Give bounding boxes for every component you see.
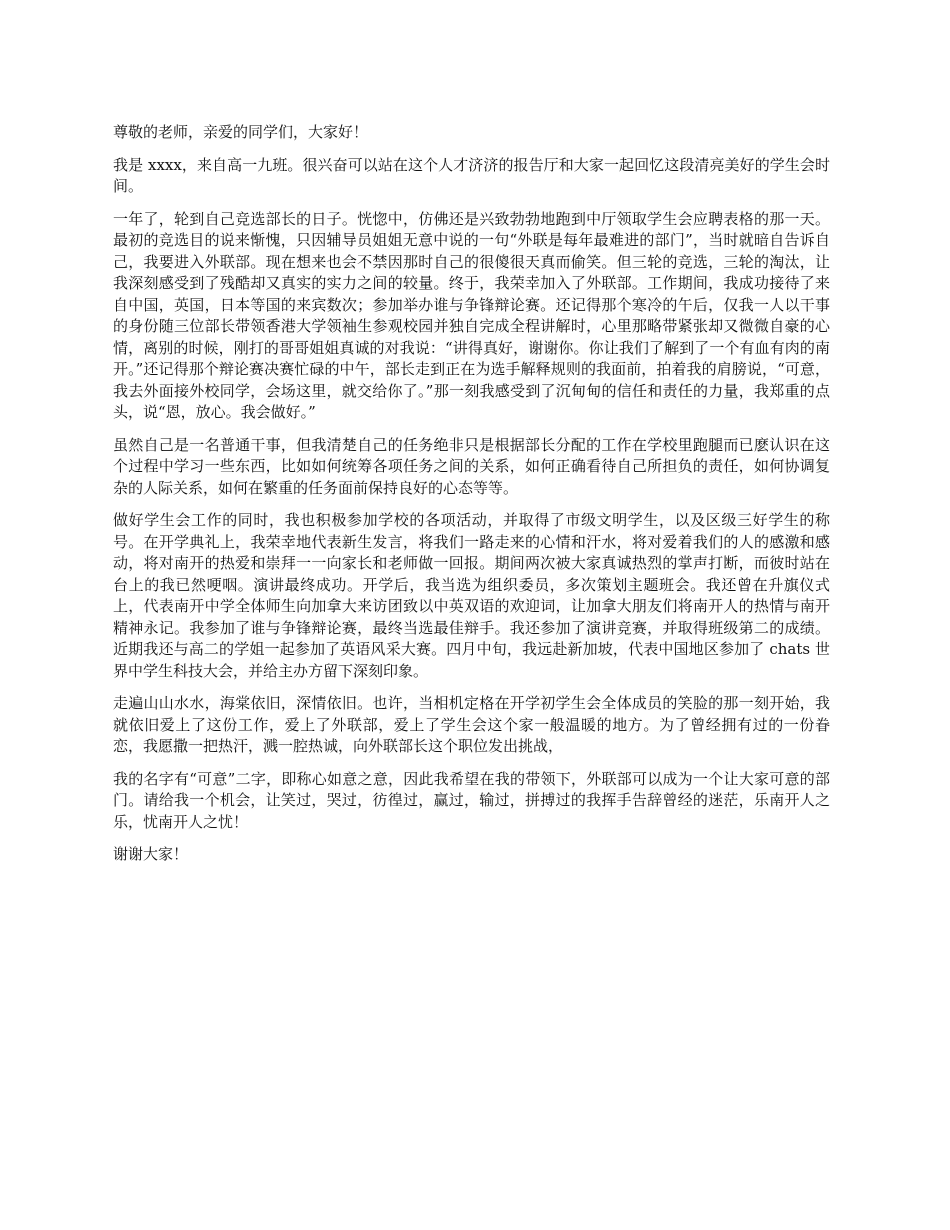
closing-paragraph: 谢谢大家！ — [113, 845, 189, 863]
reflection-paragraph: 虽然自己是一名普通干事，但我清楚自己的任务绝非只是根据部长分配的工作在学校里跑腿而已麽认识在这个过程中学习一些东西，比如如何统筹各项任务之间的关系，如何正确看待自己所担负的责任，如何协调复杂的人际关系，如何在繁重的任务面前保持良好的心态等等。 — [113, 435, 830, 497]
greeting-paragraph: 尊敬的老师，亲爱的同学们，大家好！ — [113, 123, 369, 141]
commitment-paragraph: 走遍山山水水，海棠依旧，深情依旧。也许，当相机定格在开学初学生会全体成员的笑脸的那一刻开始，我就依旧爱上了这份工作，爱上了外联部，爱上了学生会这个家一般温暖的地方。为了曾经拥有过的一份眷恋，我愿撒一把热汗，溅一腔热诚，向外联部长这个职位发出挑战， — [113, 694, 830, 755]
experience-paragraph: 一年了，轮到自己竞选部长的日子。恍惚中，仿佛还是兴致勃勃地跑到中厅领取学生会应聘表格的那一天。最初的竞选目的说来惭愧，只因辅导员姐姐无意中说的一句“外联是每年最难进的部门”，当时就暗自告诉自己，我要进入外联部。现在想来也会不禁因那时自己的很傻很天真而偷笑。但三轮的竞选，三轮的淘汰，让我深刻感受到了残酷却又真实的实力之间的较量。终于，我荣幸加入了外联部。工作期间，我成功接待了来自中国，英国，日本等国的来宾数次；参加举办谁与争锋辩论赛。还记得那个寒冷的午后，仅我一人以干事的身份随三位部长带领香港大学领袖生参观校园并独自完成全程讲解时，心里那略带紧张却又微微自豪的心情，离别的时候，刚打的哥哥姐姐真诚的对我说：“讲得真好，谢谢你。你让我们了解到了一个有血有肉的南开。”还记得那个辩论赛决赛忙碌的中午，部长走到正在为选手解释规则的我面前，拍着我的肩膀说，“可意，我去外面接外校同学，会场这里，就交给你了。”那一刻我感受到了沉甸甸的信任和责任的力量，我郑重的点头，说“恩，放心。我会做好。” — [113, 209, 830, 421]
name-meaning-paragraph: 我的名字有“可意”二字，即称心如意之意，因此我希望在我的带领下，外联部可以成为一个让大家可意的部门。请给我一个机会，让笑过，哭过，彷徨过，赢过，输过，拼搏过的我挥手告辞曾经的迷茫，乐南开人之乐，忧南开人之忧！ — [113, 769, 830, 831]
document-body — [113, 122, 830, 877]
achievements-paragraph: 做好学生会工作的同时，我也积极参加学校的各项活动，并取得了市级文明学生，以及区级三好学生的称号。在开学典礼上，我荣幸地代表新生发言，将我们一路走来的心情和汗水，将对爱着我们的人的感激和感动，将对南开的热爱和崇拜一一向家长和老师做一回报。期间两次被大家真诚热烈的掌声打断，而彼时站在台上的我已然哽咽。演讲最终成功。开学后，我当选为组织委员，多次策划主题班会。我还曾在升旗仪式上，代表南开中学全体师生向加拿大来访团致以中英双语的欢迎词，让加拿大朋友们将南开人的热情与南开精神永记。我参加了谁与争锋辩论赛，最终当选最佳辩手。我还参加了演讲竞赛，并取得班级第二的成绩。近期我还与高二的学姐一起参加了英语风采大赛。四月中旬，我远赴新加坡，代表中国地区参加了 chats 世界中学生科技大会，并给主办方留下深刻印象。 — [113, 511, 830, 680]
intro-paragraph: 我是 xxxx，来自高一九班。很兴奋可以站在这个人才济济的报告厅和大家一起回忆这段清亮美好的学生会时间。 — [113, 155, 830, 195]
